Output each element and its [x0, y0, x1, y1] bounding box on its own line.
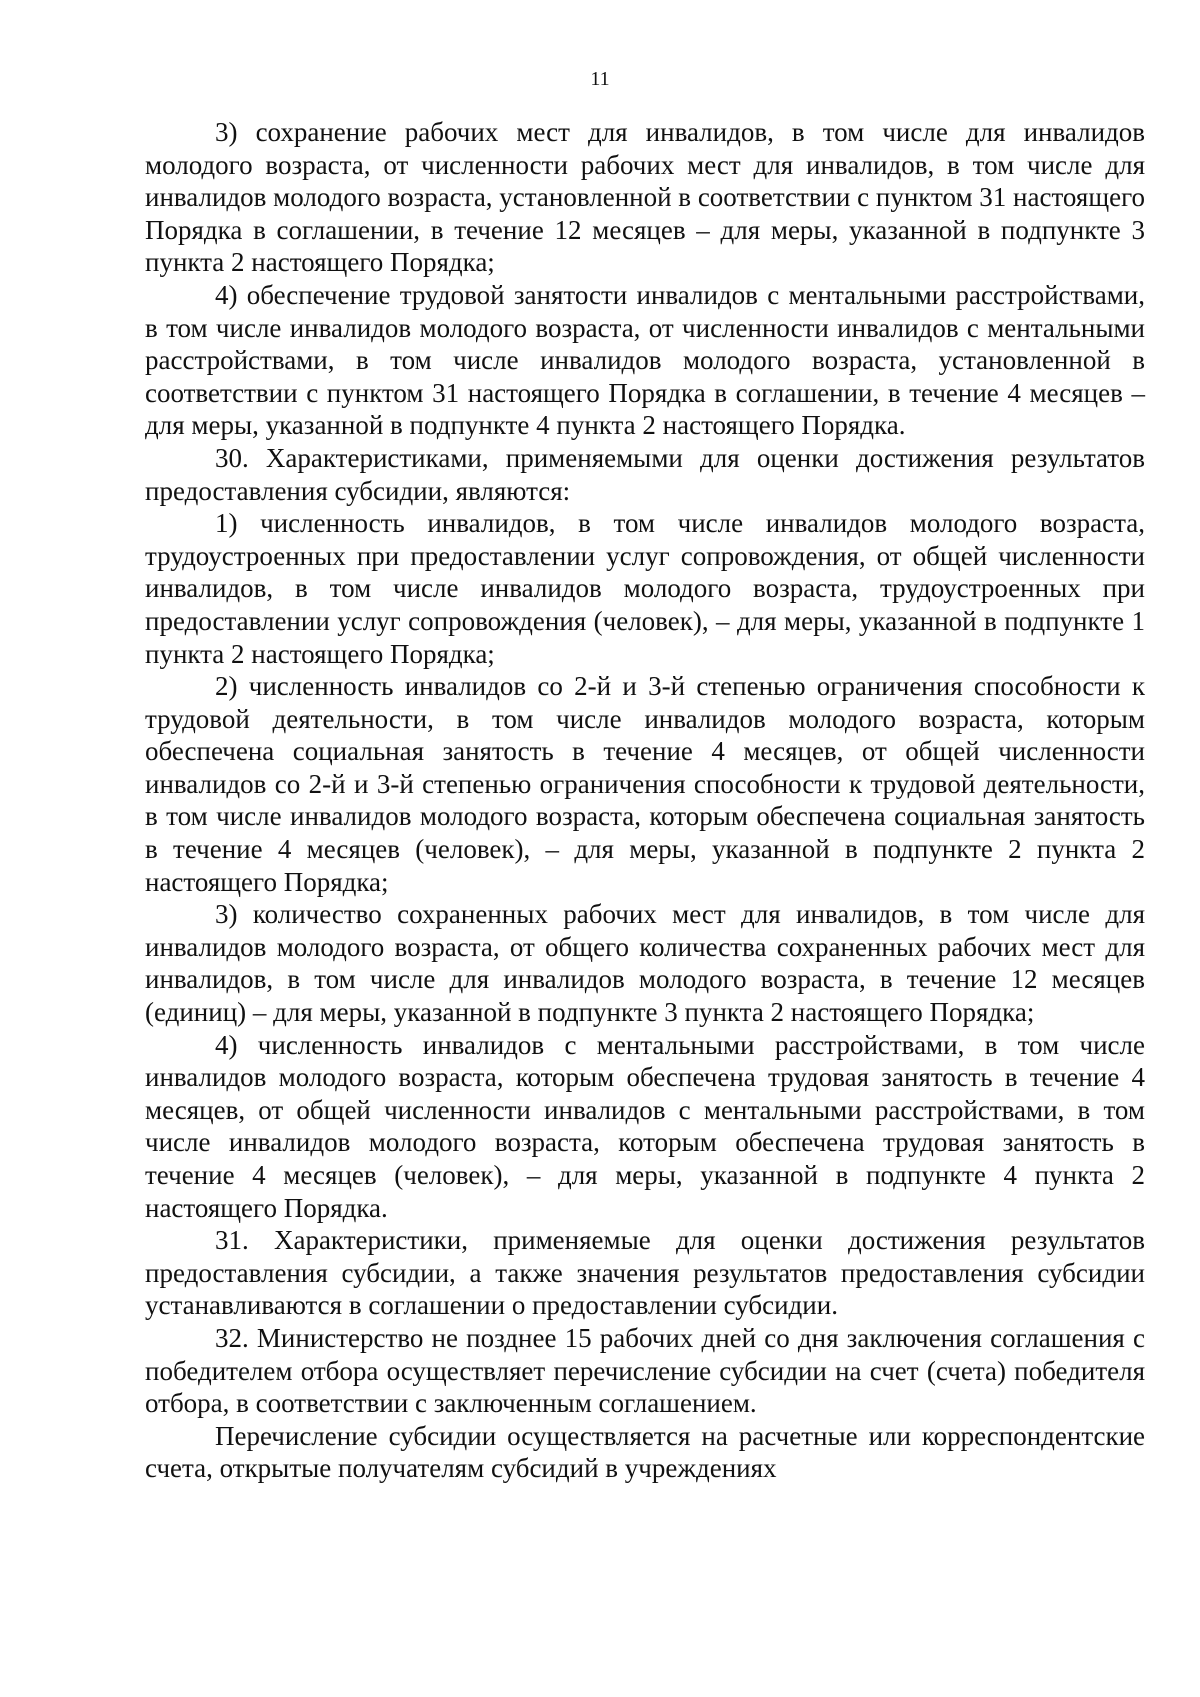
paragraph-30-item-2: 2) численность инвалидов со 2-й и 3-й степенью ограничения способности к трудовой деятельности, в том числе инвалидов молодого возраста, которым обеспечена социальная занятость в течение 4 месяцев, от общей численности инвалидов со 2-й и 3-й степенью ограничения способности к трудовой деятельности, в том числе инвалидов молодого возраста, которым обеспечена социальная занятость в течение 4 месяцев (человек), – для меры, указанной в подпункте 2 пункта 2 настоящего Порядка; [145, 671, 1145, 897]
page-number: 11 [590, 68, 610, 90]
paragraph-item-4-employment: 4) обеспечение трудовой занятости инвалидов с ментальными расстройствами, в том числе инвалидов молодого возраста, от численности инвалидов с ментальными расстройствами, в том числе инвалидов молодого возраста, установленной в соответствии с пунктом 31 настоящего Порядка в соглашении, в течение 4 месяцев – для меры, указанной в подпункте 4 пункта 2 настоящего Порядка. [145, 279, 1145, 441]
paragraph-32: 32. Министерство не позднее 15 рабочих дней со дня заключения соглашения с победителем отбора осуществляет перечисление субсидии на счет (счета) победителя отбора, в соответствии с заключенным соглашением. [145, 1322, 1145, 1419]
paragraph-30: 30. Характеристиками, применяемыми для оценки достижения результатов предоставления субсидии, являются: [145, 442, 1145, 506]
paragraph-30-item-4: 4) численность инвалидов с ментальными расстройствами, в том числе инвалидов молодого возраста, которым обеспечена трудовая занятость в течение 4 месяцев, от общей численности инвалидов с ментальными расстройствами, в том числе инвалидов молодого возраста, которым обеспечена трудовая занятость в течение 4 месяцев (человек), – для меры, указанной в подпункте 4 пункта 2 настоящего Порядка. [145, 1029, 1145, 1223]
paragraph-item-3-preservation: 3) сохранение рабочих мест для инвалидов, в том числе для инвалидов молодого возраста, от численности рабочих мест для инвалидов, в том числе для инвалидов молодого возраста, установленной в соответствии с пунктом 31 настоящего Порядка в соглашении, в течение 12 месяцев – для меры, указанной в подпункте 3 пункта 2 настоящего Порядка; [145, 117, 1145, 278]
paragraph-31: 31. Характеристики, применяемые для оценки достижения результатов предоставления субсидии, а также значения результатов предоставления субсидии устанавливаются в соглашении о предоставлении субсидии. [145, 1225, 1145, 1321]
paragraph-32-transfer: Перечисление субсидии осуществляется на расчетные или корреспондентские счета, открытые получателям субсидий в учреждениях [145, 1420, 1145, 1484]
document-body [145, 116, 1145, 1485]
paragraph-30-item-3: 3) количество сохраненных рабочих мест для инвалидов, в том числе для инвалидов молодого возраста, от общего количества сохраненных рабочих мест для инвалидов, в том числе для инвалидов молодого возраста, в течение 12 месяцев (единиц) – для меры, указанной в подпункте 3 пункта 2 настоящего Порядка; [145, 899, 1145, 1028]
paragraph-30-item-1: 1) численность инвалидов, в том числе инвалидов молодого возраста, трудоустроенных при предоставлении услуг сопровождения, от общей численности инвалидов, в том числе инвалидов молодого возраста, трудоустроенных при предоставлении услуг сопровождения (человек), – для меры, указанной в подпункте 1 пункта 2 настоящего Порядка; [145, 508, 1145, 669]
